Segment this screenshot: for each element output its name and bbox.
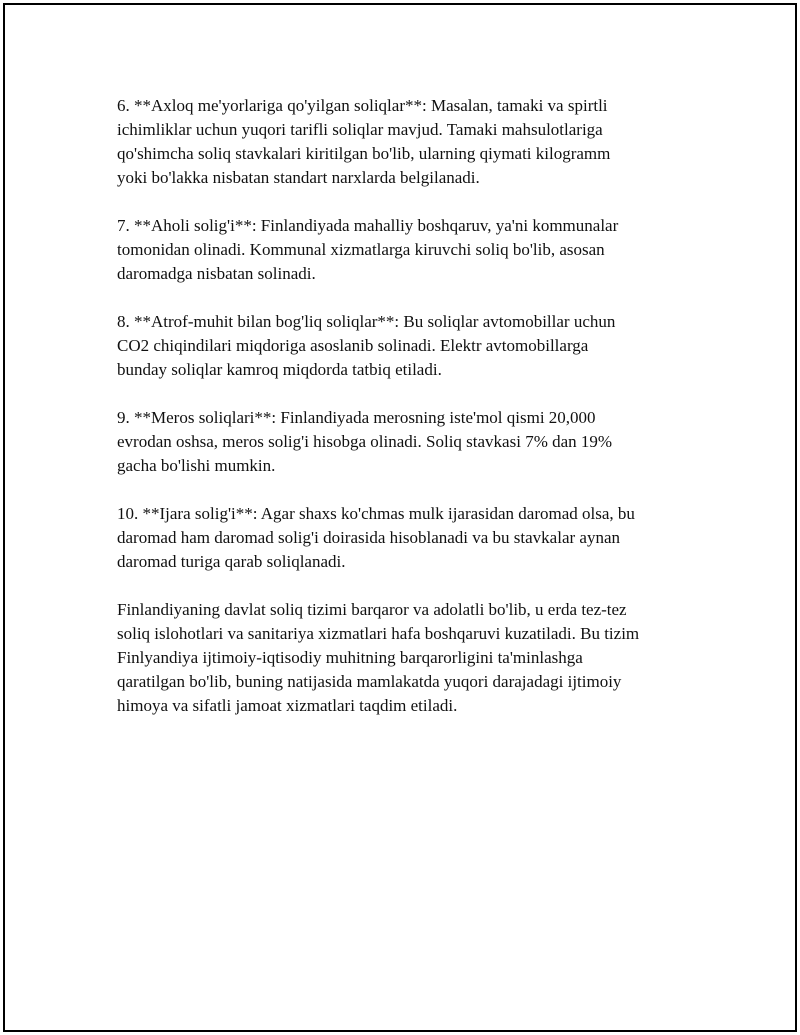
- text-line: 8. **Atrof-muhit bilan bog'liq soliqlar**: Bu soliqlar avtomobillar uchun: [117, 312, 616, 331]
- text-line: soliq islohotlari va sanitariya xizmatlari hafa boshqaruvi kuzatiladi. Bu tizim: [117, 624, 640, 643]
- text-line: 7. **Aholi solig'i**: Finlandiyada mahalliy boshqaruv, ya'ni kommunalar: [117, 216, 619, 235]
- paragraph-item-7: [117, 214, 697, 286]
- text-line: qo'shimcha soliq stavkalari kiritilgan bo'lib, ularning qiymati kilogramm: [117, 144, 611, 163]
- text-line: daromad turiga qarab soliqlanadi.: [117, 552, 346, 571]
- text-line: daromadga nisbatan solinadi.: [117, 264, 316, 283]
- text-line: ichimliklar uchun yuqori tarifli soliqlar mavjud. Tamaki mahsulotlariga: [117, 120, 603, 139]
- text-line: 6. **Axloq me'yorlariga qo'yilgan soliqlar**: Masalan, tamaki va spirtli: [117, 96, 608, 115]
- text-line: qaratilgan bo'lib, buning natijasida mamlakatda yuqori darajadagi ijtimoiy: [117, 672, 622, 691]
- document-body: [117, 94, 697, 742]
- text-line: yoki bo'lakka nisbatan standart narxlarda belgilanadi.: [117, 168, 480, 187]
- text-line: himoya va sifatli jamoat xizmatlari taqdim etiladi.: [117, 696, 458, 715]
- text-line: CO2 chiqindilari miqdoriga asoslanib solinadi. Elektr avtomobillarga: [117, 336, 589, 355]
- paragraph-conclusion: [117, 598, 697, 718]
- text-line: evrodan oshsa, meros solig'i hisobga olinadi. Soliq stavkasi 7% dan 19%: [117, 432, 613, 451]
- text-line: 10. **Ijara solig'i**: Agar shaxs ko'chmas mulk ijarasidan daromad olsa, bu: [117, 504, 635, 523]
- paragraph-item-9: [117, 406, 697, 478]
- text-line: tomonidan olinadi. Kommunal xizmatlarga kiruvchi soliq bo'lib, asosan: [117, 240, 605, 259]
- text-line: 9. **Meros soliqlari**: Finlandiyada merosning iste'mol qismi 20,000: [117, 408, 596, 427]
- paragraph-item-10: [117, 502, 697, 574]
- text-line: bunday soliqlar kamroq miqdorda tatbiq etiladi.: [117, 360, 442, 379]
- text-line: gacha bo'lishi mumkin.: [117, 456, 276, 475]
- text-line: daromad ham daromad solig'i doirasida hisoblanadi va bu stavkalar aynan: [117, 528, 621, 547]
- text-line: Finlandiyaning davlat soliq tizimi barqaror va adolatli bo'lib, u erda tez-tez: [117, 600, 627, 619]
- paragraph-item-8: [117, 310, 697, 382]
- text-line: Finlyandiya ijtimoiy-iqtisodiy muhitning barqarorligini ta'minlashga: [117, 648, 583, 667]
- paragraph-item-6: [117, 94, 697, 190]
